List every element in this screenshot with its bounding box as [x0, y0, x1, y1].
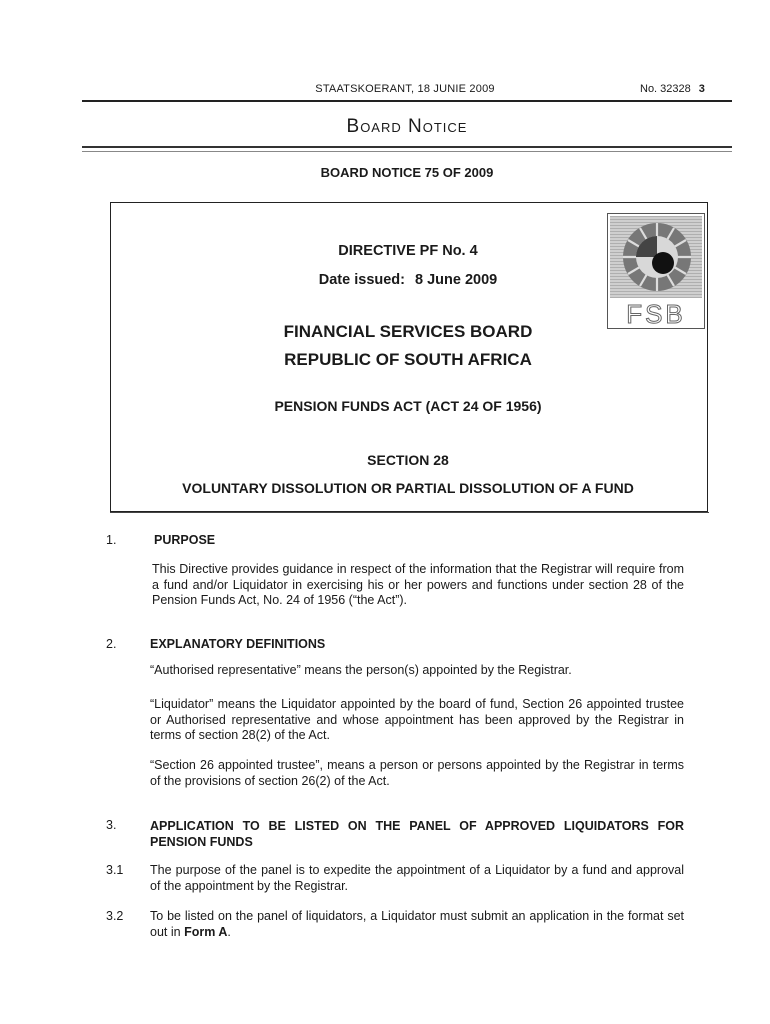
section-1-text: This Directive provides guidance in respect of the information that the Registrar will require from a fund and/or Liquidator in exercising his or her powers and functions under section 28 of the Pension Funds Act, No. 24 of 1956 (“the Act”). [152, 562, 684, 607]
date-issued-label: Date issued: [318, 272, 405, 288]
fsb-logo-graphic [607, 213, 705, 329]
definition-liquidator: “Liquidator” means the Liquidator appointed by the board of fund, Section 26 appointed trustee or Authorised representative and whose appointment has been approved by the Registrar in terms of section 28(2) of the Act. [150, 697, 684, 742]
header-rule [82, 100, 732, 102]
clause-3-1-text: The purpose of the panel is to expedite the appointment of a Liquidator by a fund and approval of the appointment by the Registrar. [150, 863, 684, 893]
page-number: 3 [698, 83, 705, 95]
clause-3-1-number: 3.1 [106, 863, 124, 877]
gazette-header: STAATSKOERANT, 18 JUNIE 2009 [315, 83, 495, 95]
issue-number [640, 83, 705, 95]
act-title: PENSION FUNDS ACT (ACT 24 OF 1956) [274, 398, 542, 414]
section-2-number: 2. [106, 637, 117, 651]
definition-authorised-representative: “Authorised representative” means the person(s) appointed by the Registrar. [150, 663, 572, 677]
country-name: REPUBLIC OF SOUTH AFRICA [284, 350, 532, 369]
section-2-heading: EXPLANATORY DEFINITIONS [150, 637, 326, 651]
board-title-word-2: Notice [408, 116, 468, 137]
board-notice-title [82, 116, 732, 138]
section-1-heading: PURPOSE [154, 533, 216, 547]
definition-section-26-trustee: “Section 26 appointed trustee”, means a person or persons appointed by the Registrar in terms of the provisions of section 26(2) of the Act. [150, 758, 684, 788]
form-a-reference: Form A [184, 924, 228, 939]
clause-3-2-text [150, 909, 684, 940]
directive-subject: VOLUNTARY DISSOLUTION OR PARTIAL DISSOLUTION OF A FUND [182, 480, 634, 496]
section-3-heading: APPLICATION TO BE LISTED ON THE PANEL OF APPROVED LIQUIDATORS FOR PENSION FUNDS [150, 819, 684, 849]
section-3-number: 3. [106, 818, 117, 832]
organisation-name: FINANCIAL SERVICES BOARD [283, 322, 533, 341]
fsb-logo-icon [607, 213, 705, 329]
issue-no-text: No. 32328 [640, 83, 691, 95]
clause-3-2-body: To be listed on the panel of liquidators, a Liquidator must submit an application in the format set out in [150, 909, 684, 939]
date-issued-value: 8 June 2009 [415, 272, 498, 288]
section-title: SECTION 28 [367, 452, 449, 468]
clause-3-2-number: 3.2 [106, 909, 124, 923]
board-title-word-1: Board [346, 116, 402, 137]
section-1-number: 1. [106, 533, 117, 547]
directive-box-shadow-line [110, 512, 709, 513]
clause-3-2-end: . [227, 924, 231, 939]
fsb-logo-text: FSB [626, 299, 686, 329]
title-double-rule [82, 146, 732, 152]
directive-number: DIRECTIVE PF No. 4 [338, 243, 478, 259]
notice-number: BOARD NOTICE 75 OF 2009 [320, 165, 494, 180]
